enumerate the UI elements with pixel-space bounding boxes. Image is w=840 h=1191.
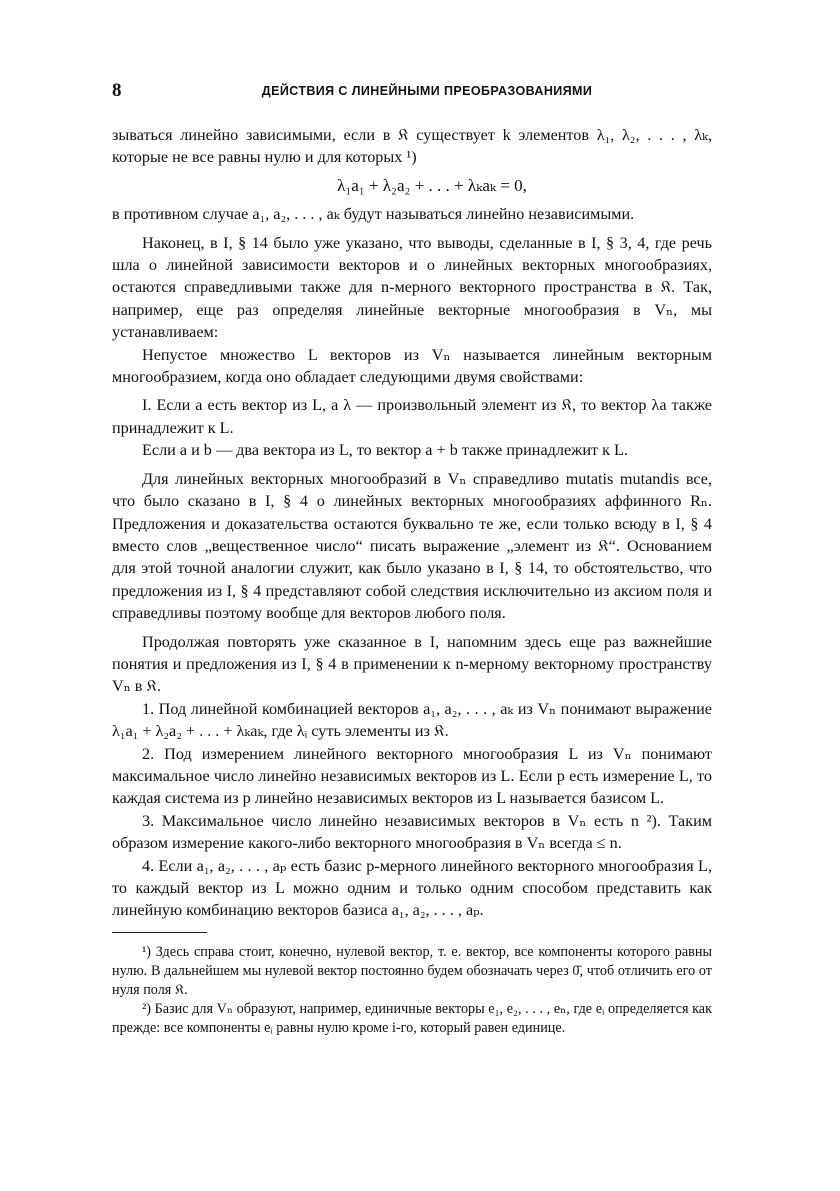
paragraph: Если a и b — два вектора из L, то вектор a + b также принадлежит к L. — [142, 441, 628, 460]
footnote-divider — [112, 932, 207, 933]
page-body — [112, 124, 712, 922]
paragraph: в противном случае a₁, a₂, . . . , aₖ будут называться линейно независимыми. — [112, 205, 635, 224]
paragraph: Продолжая повторять уже сказанное в I, напомним здесь еще раз важнейшие понятия и предложения из I, § 4 в применении к n-мерному векторному пространству Vₙ в 𝔎. — [112, 632, 712, 696]
paragraph: I. Если a есть вектор из L, а λ — произвольный элемент из 𝔎, то вектор λa также принадлежит к L. — [112, 396, 712, 437]
list-item: 3. Максимальное число линейно независимых векторов в Vₙ есть n ²). Таким образом измерение какого-либо векторного многообразия в Vₙ всегда ≤ n. — [112, 811, 712, 853]
list-item: 2. Под измерением линейного векторного многообразия L из Vₙ понимают максимальное число линейно независимых векторов из L. Если p есть измерение L, то каждая система из p линейно независимых векторов из L называется базисом L. — [112, 744, 712, 808]
list-item: 4. Если a₁, a₂, . . . , aₚ есть базис p-мерного линейного векторного многообразия L, то каждый вектор из L можно одним и только одним способом представить как линейную комбинацию векторов базиса a₁, a₂, . . . , aₚ. — [112, 856, 712, 920]
footnotes — [112, 943, 712, 1038]
footnote: ²) Базис для Vₙ образуют, например, единичные векторы e₁, e₂, . . . , eₙ, где eᵢ определяется как прежде: все компоненты eᵢ равны нулю кроме i-го, который равен единице. — [112, 1000, 712, 1036]
book-page — [112, 80, 712, 1038]
page-number: 8 — [112, 80, 122, 101]
page-header — [112, 80, 712, 108]
list-item: 1. Под линейной комбинацией векторов a₁, a₂, . . . , aₖ из Vₙ понимают выражение λ₁a₁ + λ₂a₂ + . . . + λₖaₖ, где λᵢ суть элементы из 𝔎. — [112, 699, 712, 741]
paragraph: Наконец, в I, § 14 было уже указано, что выводы, сделанные в I, § 3, 4, где речь шла о линейной зависимости векторов и о линейных векторных многообразиях, остаются справедливыми также для n-мерного векторного пространства в 𝔎. Так, например, еще раз определяя линейные векторные многообразия в Vₙ, мы устанавливаем: — [112, 233, 712, 342]
formula: λ₁a₁ + λ₂a₂ + . . . + λₖaₖ = 0, — [337, 175, 527, 195]
footnote: ¹) Здесь справа стоит, конечно, нулевой вектор, т. е. вектор, все компоненты которого равны нулю. В дальнейшем мы нулевой вектор постоянно будем обозначать через 0̄, чтоб отличить его от нуля поля 𝔎. — [112, 943, 712, 998]
paragraph: Непустое множество L векторов из Vₙ называется линейным векторным многообразием, когда оно обладает следующими двумя свойствами: — [112, 345, 712, 387]
running-head: ДЕЙСТВИЯ С ЛИНЕЙНЫМИ ПРЕОБРАЗОВАНИЯМИ — [261, 84, 593, 98]
paragraph: Для линейных векторных многообразий в Vₙ справедливо mutatis mutandis все, что было сказано в I, § 4 о линейных векторных многообразиях аффинного Rₙ. Предложения и доказательства остаются буквально те же, если только всюду в I, § 4 вместо слов „вещественное число“ писать выражение „элемент из 𝔎“. Основанием для этой точной аналогии служит, как было указано в I, § 14, то обстоятельство, что предложения из I, § 4 представляют собой следствия исключительно из аксиом поля и справедливы поэтому вообще для векторов любого поля. — [112, 469, 712, 623]
paragraph: зываться линейно зависимыми, если в 𝔎 существует k элементов λ₁, λ₂, . . . , λₖ, которые не все равны нулю и для которых ¹) — [112, 126, 712, 167]
